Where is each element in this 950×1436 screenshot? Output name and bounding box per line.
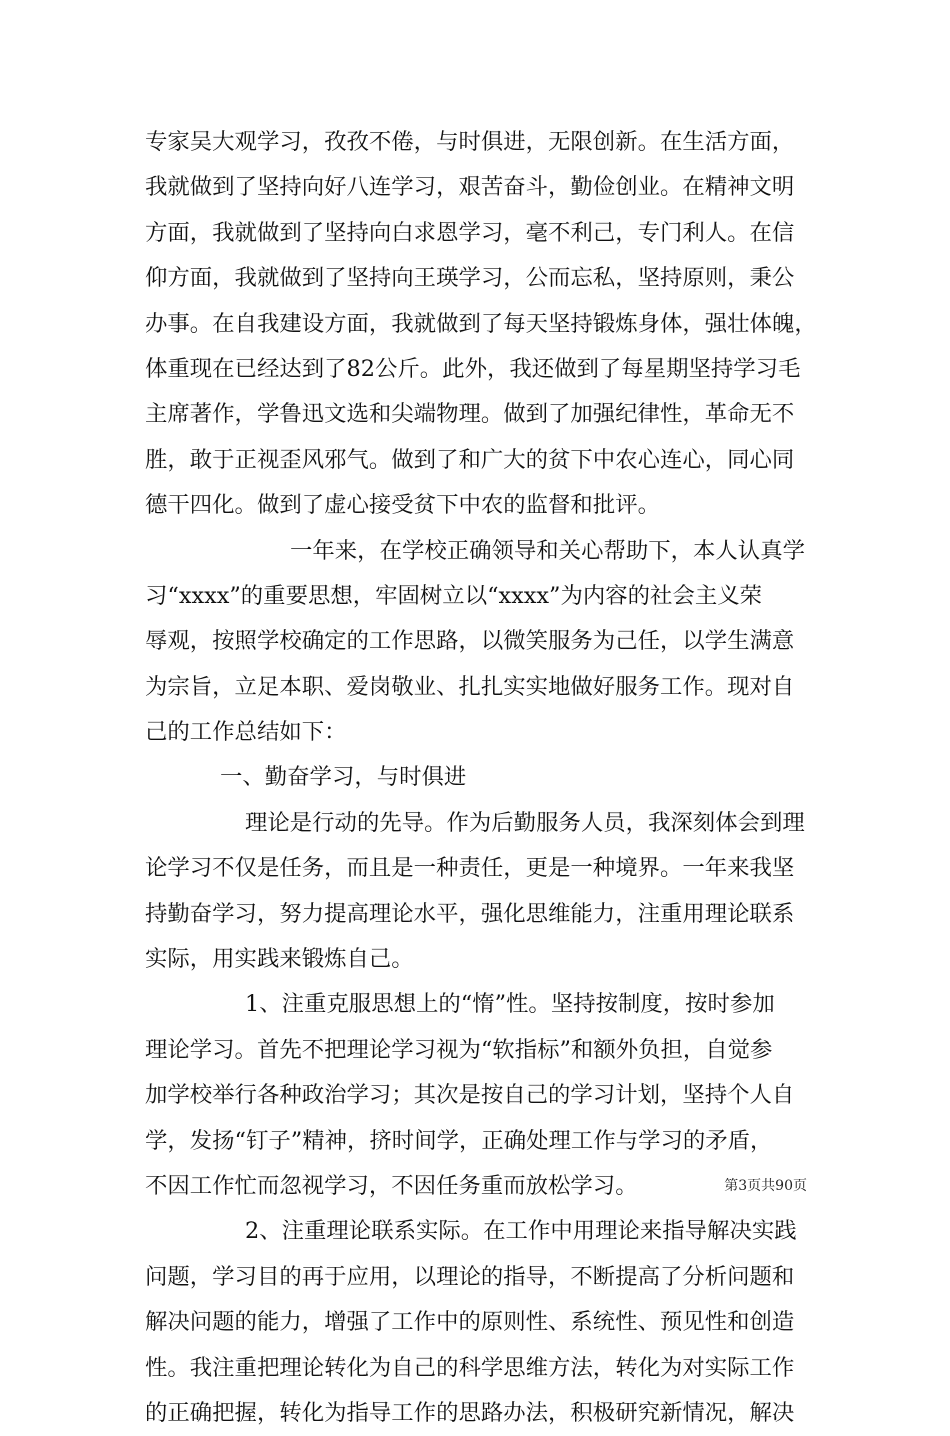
paragraph-start-line: 1、注重克服思想上的“惰”性。坚持按制度，按时参加	[245, 991, 775, 1018]
text-line: 辱观，按照学校确定的工作思路，以微笑服务为己任，以学生满意	[145, 628, 795, 655]
text-line: 为宗旨，立足本职、爱岗敬业、扎扎实实地做好服务工作。现对自	[145, 673, 795, 700]
text-line: 办事。在自我建设方面，我就做到了每天坚持锻炼身体，强壮体魄，	[145, 310, 817, 337]
text-line: 我就做到了坚持向好八连学习，艰苦奋斗，勤俭创业。在精神文明	[145, 174, 795, 201]
text-line: 持勤奋学习，努力提高理论水平，强化思维能力，注重用理论联系	[145, 900, 795, 927]
text-line: 胜，敢于正视歪风邪气。做到了和广大的贫下中农心连心，同心同	[145, 446, 795, 473]
paragraph-start-line: 2、注重理论联系实际。在工作中用理论来指导解决实践	[245, 1218, 797, 1245]
text-line: 仰方面，我就做到了坚持向王瑛学习，公而忘私，坚持原则，秉公	[145, 265, 795, 292]
text-line: 体重现在已经达到了82公斤。此外，我还做到了每星期坚持学习毛	[145, 355, 801, 382]
document-body	[145, 120, 817, 1436]
text-line: 主席著作，学鲁迅文选和尖端物理。做到了加强纪律性，革命无不	[145, 401, 795, 428]
text-line: 解决问题的能力，增强了工作中的原则性、系统性、预见性和创造	[145, 1309, 795, 1336]
text-line: 实际，用实践来锻炼自己。	[145, 946, 414, 973]
paragraph-start-line: 理论是行动的先导。作为后勤服务人员，我深刻体会到理	[245, 809, 805, 836]
text-line: 加学校举行各种政治学习；其次是按自己的学习计划，坚持个人自	[145, 1082, 795, 1109]
text-line: 方面，我就做到了坚持向白求恩学习，毫不利己，专门利人。在信	[145, 219, 795, 246]
text-line: 问题，学习目的再于应用，以理论的指导，不断提高了分析问题和	[145, 1263, 795, 1290]
paragraph-start-line: 一年来，在学校正确领导和关心帮助下，本人认真学	[290, 537, 805, 564]
text-line: 的正确把握，转化为指导工作的思路办法，积极研究新情况，解决	[145, 1399, 795, 1426]
text-line: 习“xxxx”的重要思想，牢固树立以“xxxx”为内容的社会主义荣	[145, 582, 763, 609]
text-line: 性。我注重把理论转化为自己的科学思维方法，转化为对实际工作	[145, 1354, 795, 1381]
section-heading: 一、勤奋学习，与时俱进	[220, 764, 467, 791]
text-line: 理论学习。首先不把理论学习视为“软指标”和额外负担，自觉参	[145, 1036, 773, 1063]
text-line: 不因工作忙而忽视学习，不因任务重而放松学习。	[145, 1172, 638, 1199]
page-number-footer: 第3页共90页	[724, 1178, 807, 1194]
text-line: 学，发扬“钉子”精神，挤时间学，正确处理工作与学习的矛盾，	[145, 1127, 773, 1154]
text-line: 己的工作总结如下：	[145, 719, 347, 746]
text-line: 德干四化。做到了虚心接受贫下中农的监督和批评。	[145, 492, 660, 519]
text-line: 专家吴大观学习，孜孜不倦，与时俱进，无限创新。在生活方面，	[145, 129, 795, 155]
text-line: 论学习不仅是任务，而且是一种责任，更是一种境界。一年来我坚	[145, 855, 795, 882]
